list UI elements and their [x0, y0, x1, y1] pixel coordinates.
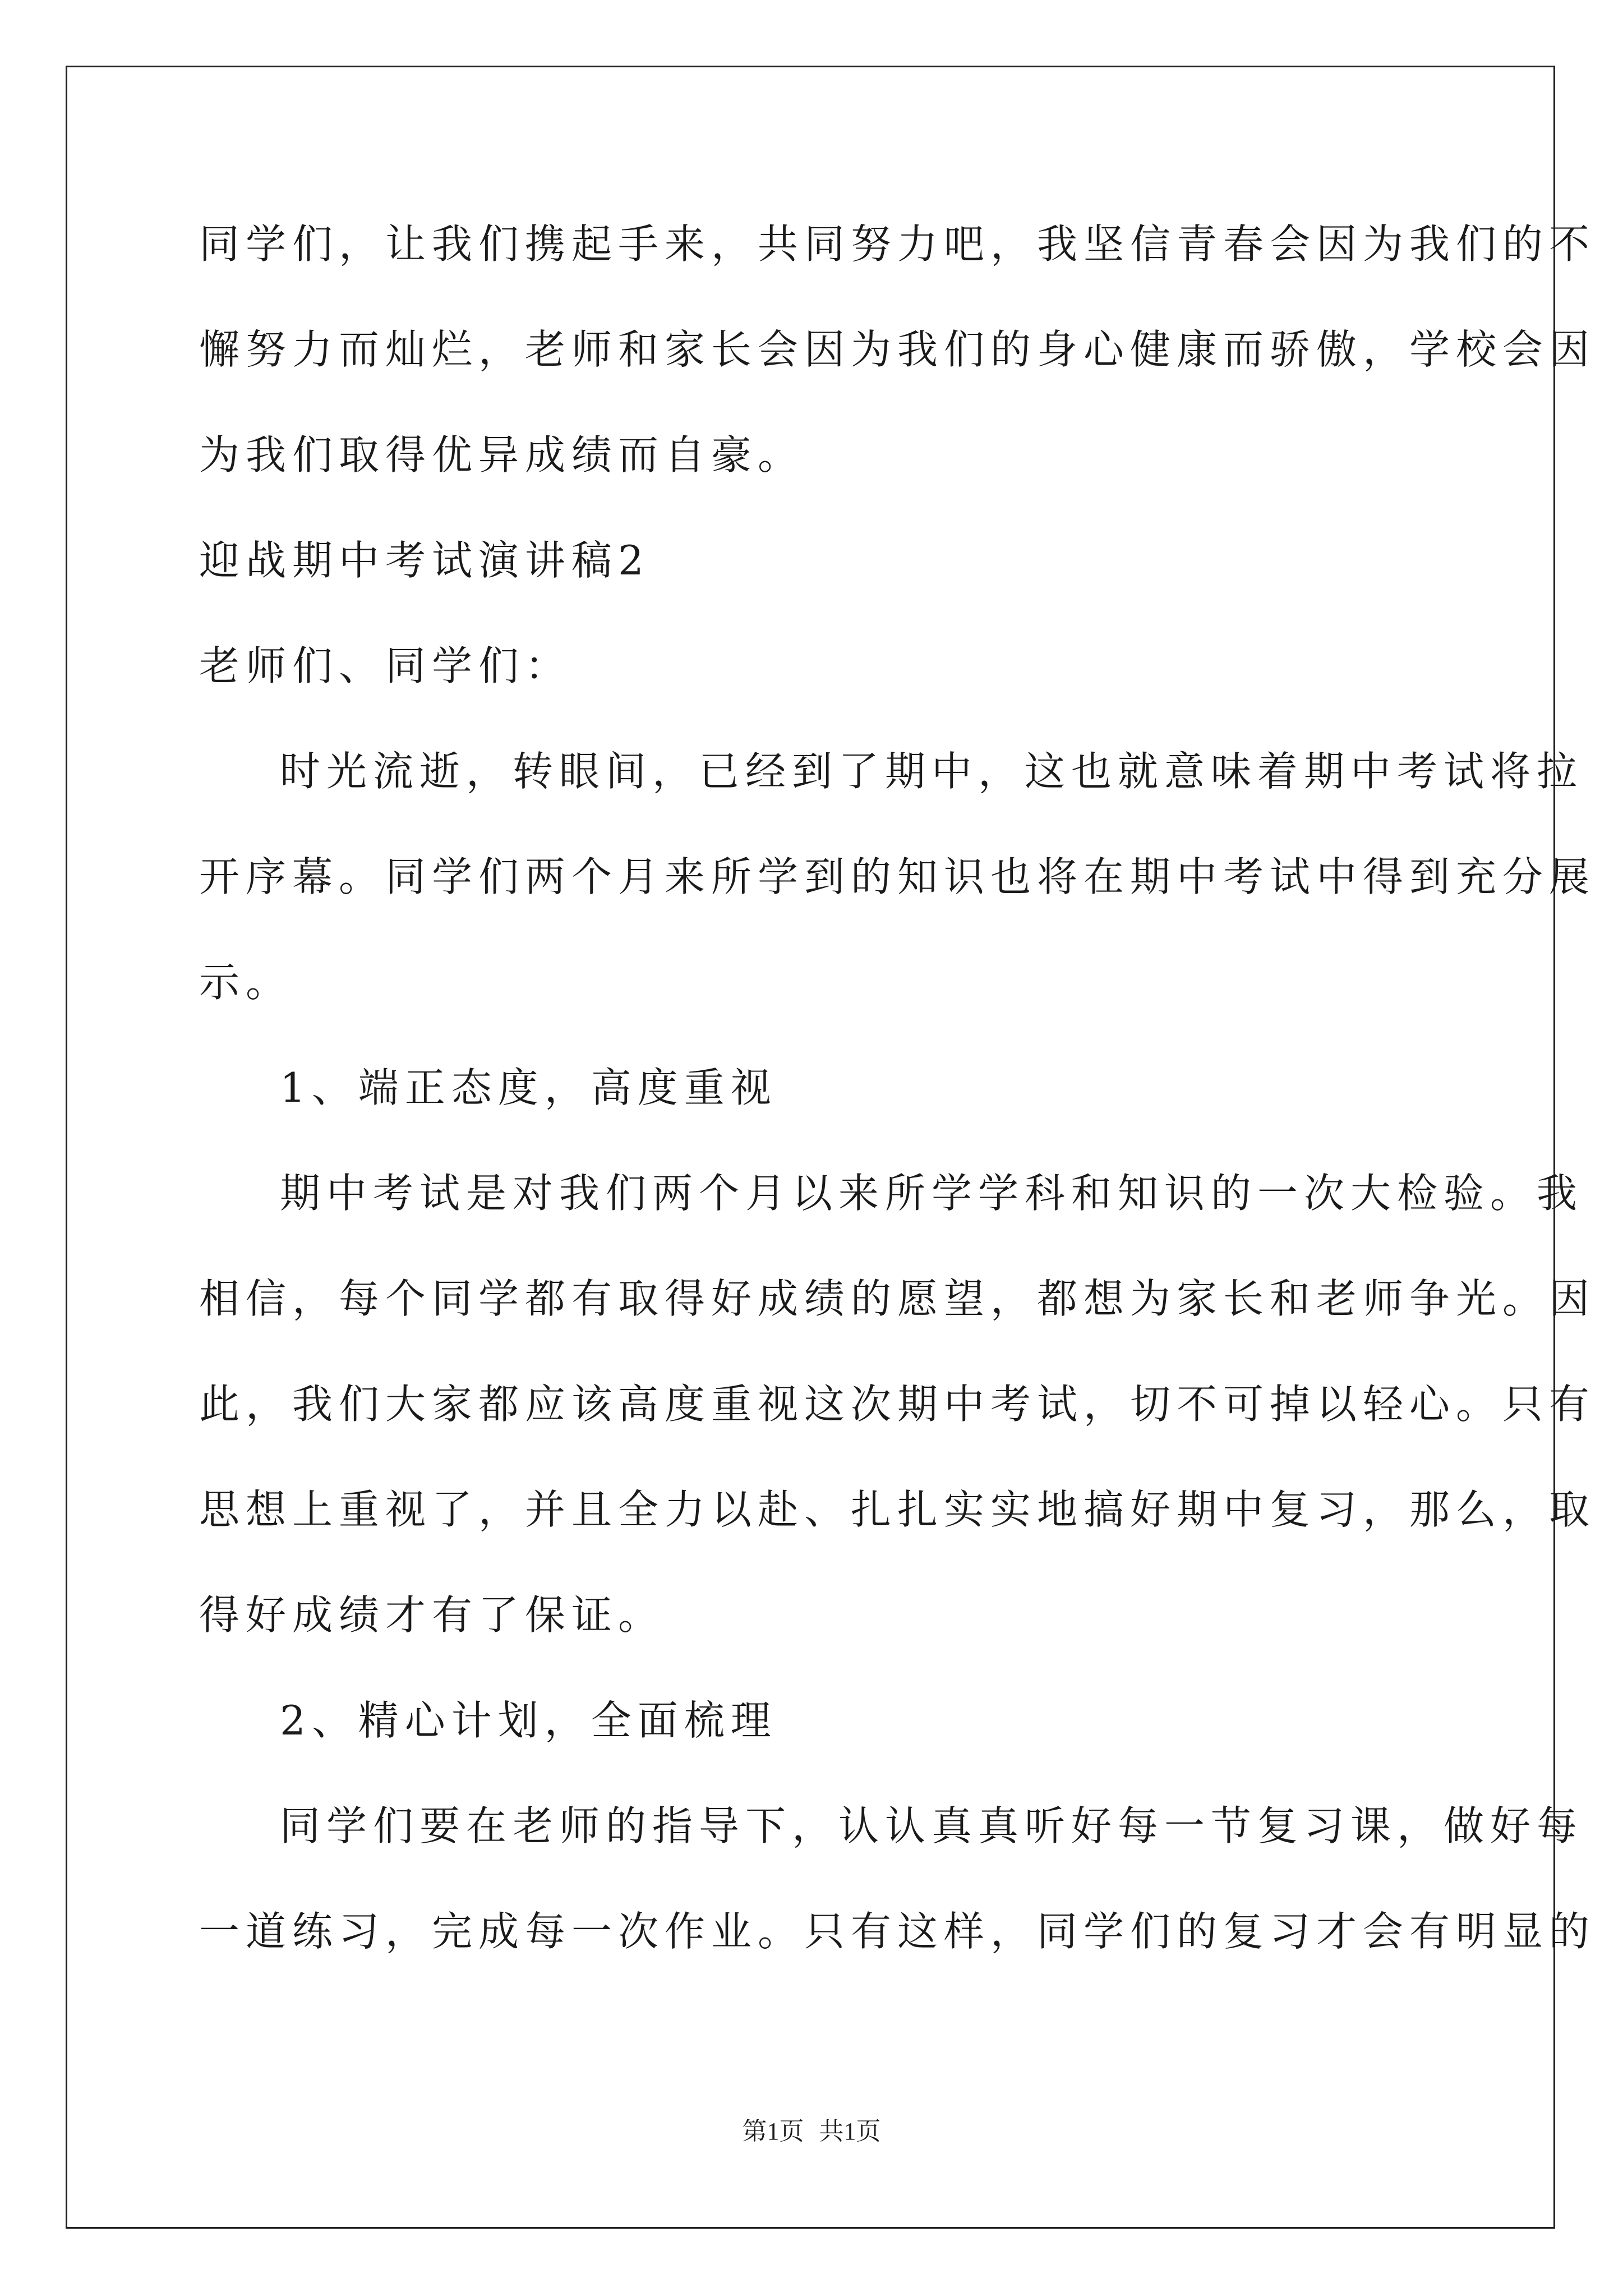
paragraph-line: 此，我们大家都应该高度重视这次期中考试，切不可掉以轻心。只有	[199, 1381, 1596, 1428]
paragraph-line: 时光流逝，转眼间，已经到了期中，这也就意味着期中考试将拉	[280, 748, 1584, 795]
paragraph-line: 期中考试是对我们两个月以来所学学科和知识的一次大检验。我	[280, 1170, 1584, 1217]
paragraph-line: 示。	[199, 959, 293, 1006]
paragraph-line: 一道练习，完成每一次作业。只有这样，同学们的复习才会有明显的	[199, 1908, 1596, 1955]
page-total: 共1页	[819, 2118, 881, 2145]
subheading: 2、精心计划，全面梳理	[280, 1697, 777, 1744]
paragraph-line: 相信，每个同学都有取得好成绩的愿望，都想为家长和老师争光。因	[199, 1275, 1596, 1322]
paragraph-line: 同学们，让我们携起手来，共同努力吧，我坚信青春会因为我们的不	[199, 220, 1596, 268]
page-number: 第1页	[742, 2118, 804, 2145]
page-footer	[0, 2115, 1623, 2148]
paragraph-line: 同学们要在老师的指导下，认认真真听好每一节复习课，做好每	[280, 1802, 1584, 1849]
subheading: 1、端正态度，高度重视	[280, 1064, 777, 1111]
paragraph-line: 为我们取得优异成绩而自豪。	[199, 431, 805, 478]
paragraph-line: 思想上重视了，并且全力以赴、扎扎实实地搞好期中复习，那么，取	[199, 1486, 1596, 1533]
salutation: 老师们、同学们：	[199, 642, 572, 689]
paragraph-line: 开序幕。同学们两个月来所学到的知识也将在期中考试中得到充分展	[199, 853, 1596, 900]
section-title: 迎战期中考试演讲稿2	[199, 537, 650, 584]
paragraph-line: 得好成绩才有了保证。	[199, 1591, 665, 1639]
paragraph-line: 懈努力而灿烂，老师和家长会因为我们的身心健康而骄傲，学校会因	[199, 326, 1596, 373]
